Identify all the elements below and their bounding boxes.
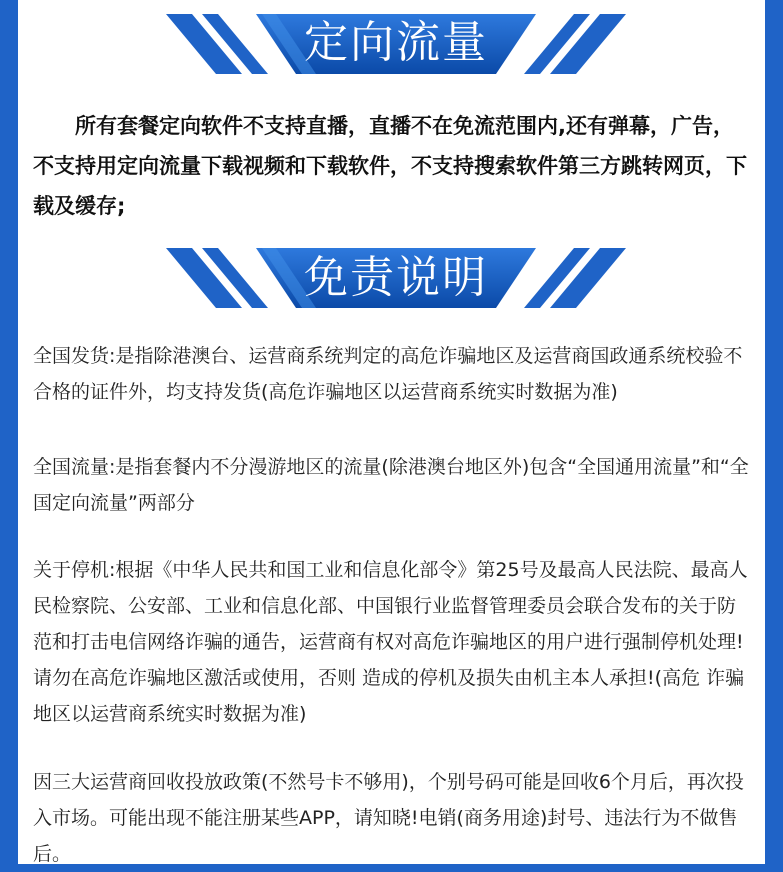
directed-traffic-text: 所有套餐定向软件不支持直播，直播不在免流范围内,还有弹幕，广告，不支持用定向流量下载视频和下载软件，不支持搜索软件第三方跳转网页，下载及缓存; <box>33 114 747 218</box>
section-title-disclaimer: 免责说明 <box>304 252 488 303</box>
note-nationwide-shipping: 全国发货:是指除港澳台、运营商系统判定的高危诈骗地区及运营商国政通系统校验不合格的证件外，均支持发货(高危诈骗地区以运营商系统实时数据为准) <box>33 345 743 403</box>
section-title-directed: 定向流量 <box>304 17 488 68</box>
section-banner-disclaimer <box>166 238 626 324</box>
content-page <box>18 0 765 864</box>
note-recycled-numbers: 因三大运营商回收投放政策(不然号卡不够用)，个别号码可能是回收6个月后，再次投入市场。可能出现不能注册某些APP，请知晓!电销(商务用途)封号、违法行为不做售后。 <box>33 771 744 865</box>
note-service-suspension: 关于停机:根据《中华人民共和国工业和信息化部令》第25号及最高人民法院、最高人民检察院、公安部、工业和信息化部、中国银行业监督管理委员会联合发布的关于防范和打击电信网络诈骗的通告，运营商有权对高危诈骗地区的用户进行强制停机处理!请勿在高危诈骗地区激活或使用，否则 造成的停机及损失由机主本人承担!(高危 诈骗地区以运营商系统实时数据为准) <box>33 559 748 725</box>
section-banner-directed <box>166 0 626 86</box>
note-nationwide-traffic: 全国流量:是指套餐内不分漫游地区的流量(除港澳台地区外)包含“全国通用流量”和“全国定向流量”两部分 <box>33 456 749 514</box>
